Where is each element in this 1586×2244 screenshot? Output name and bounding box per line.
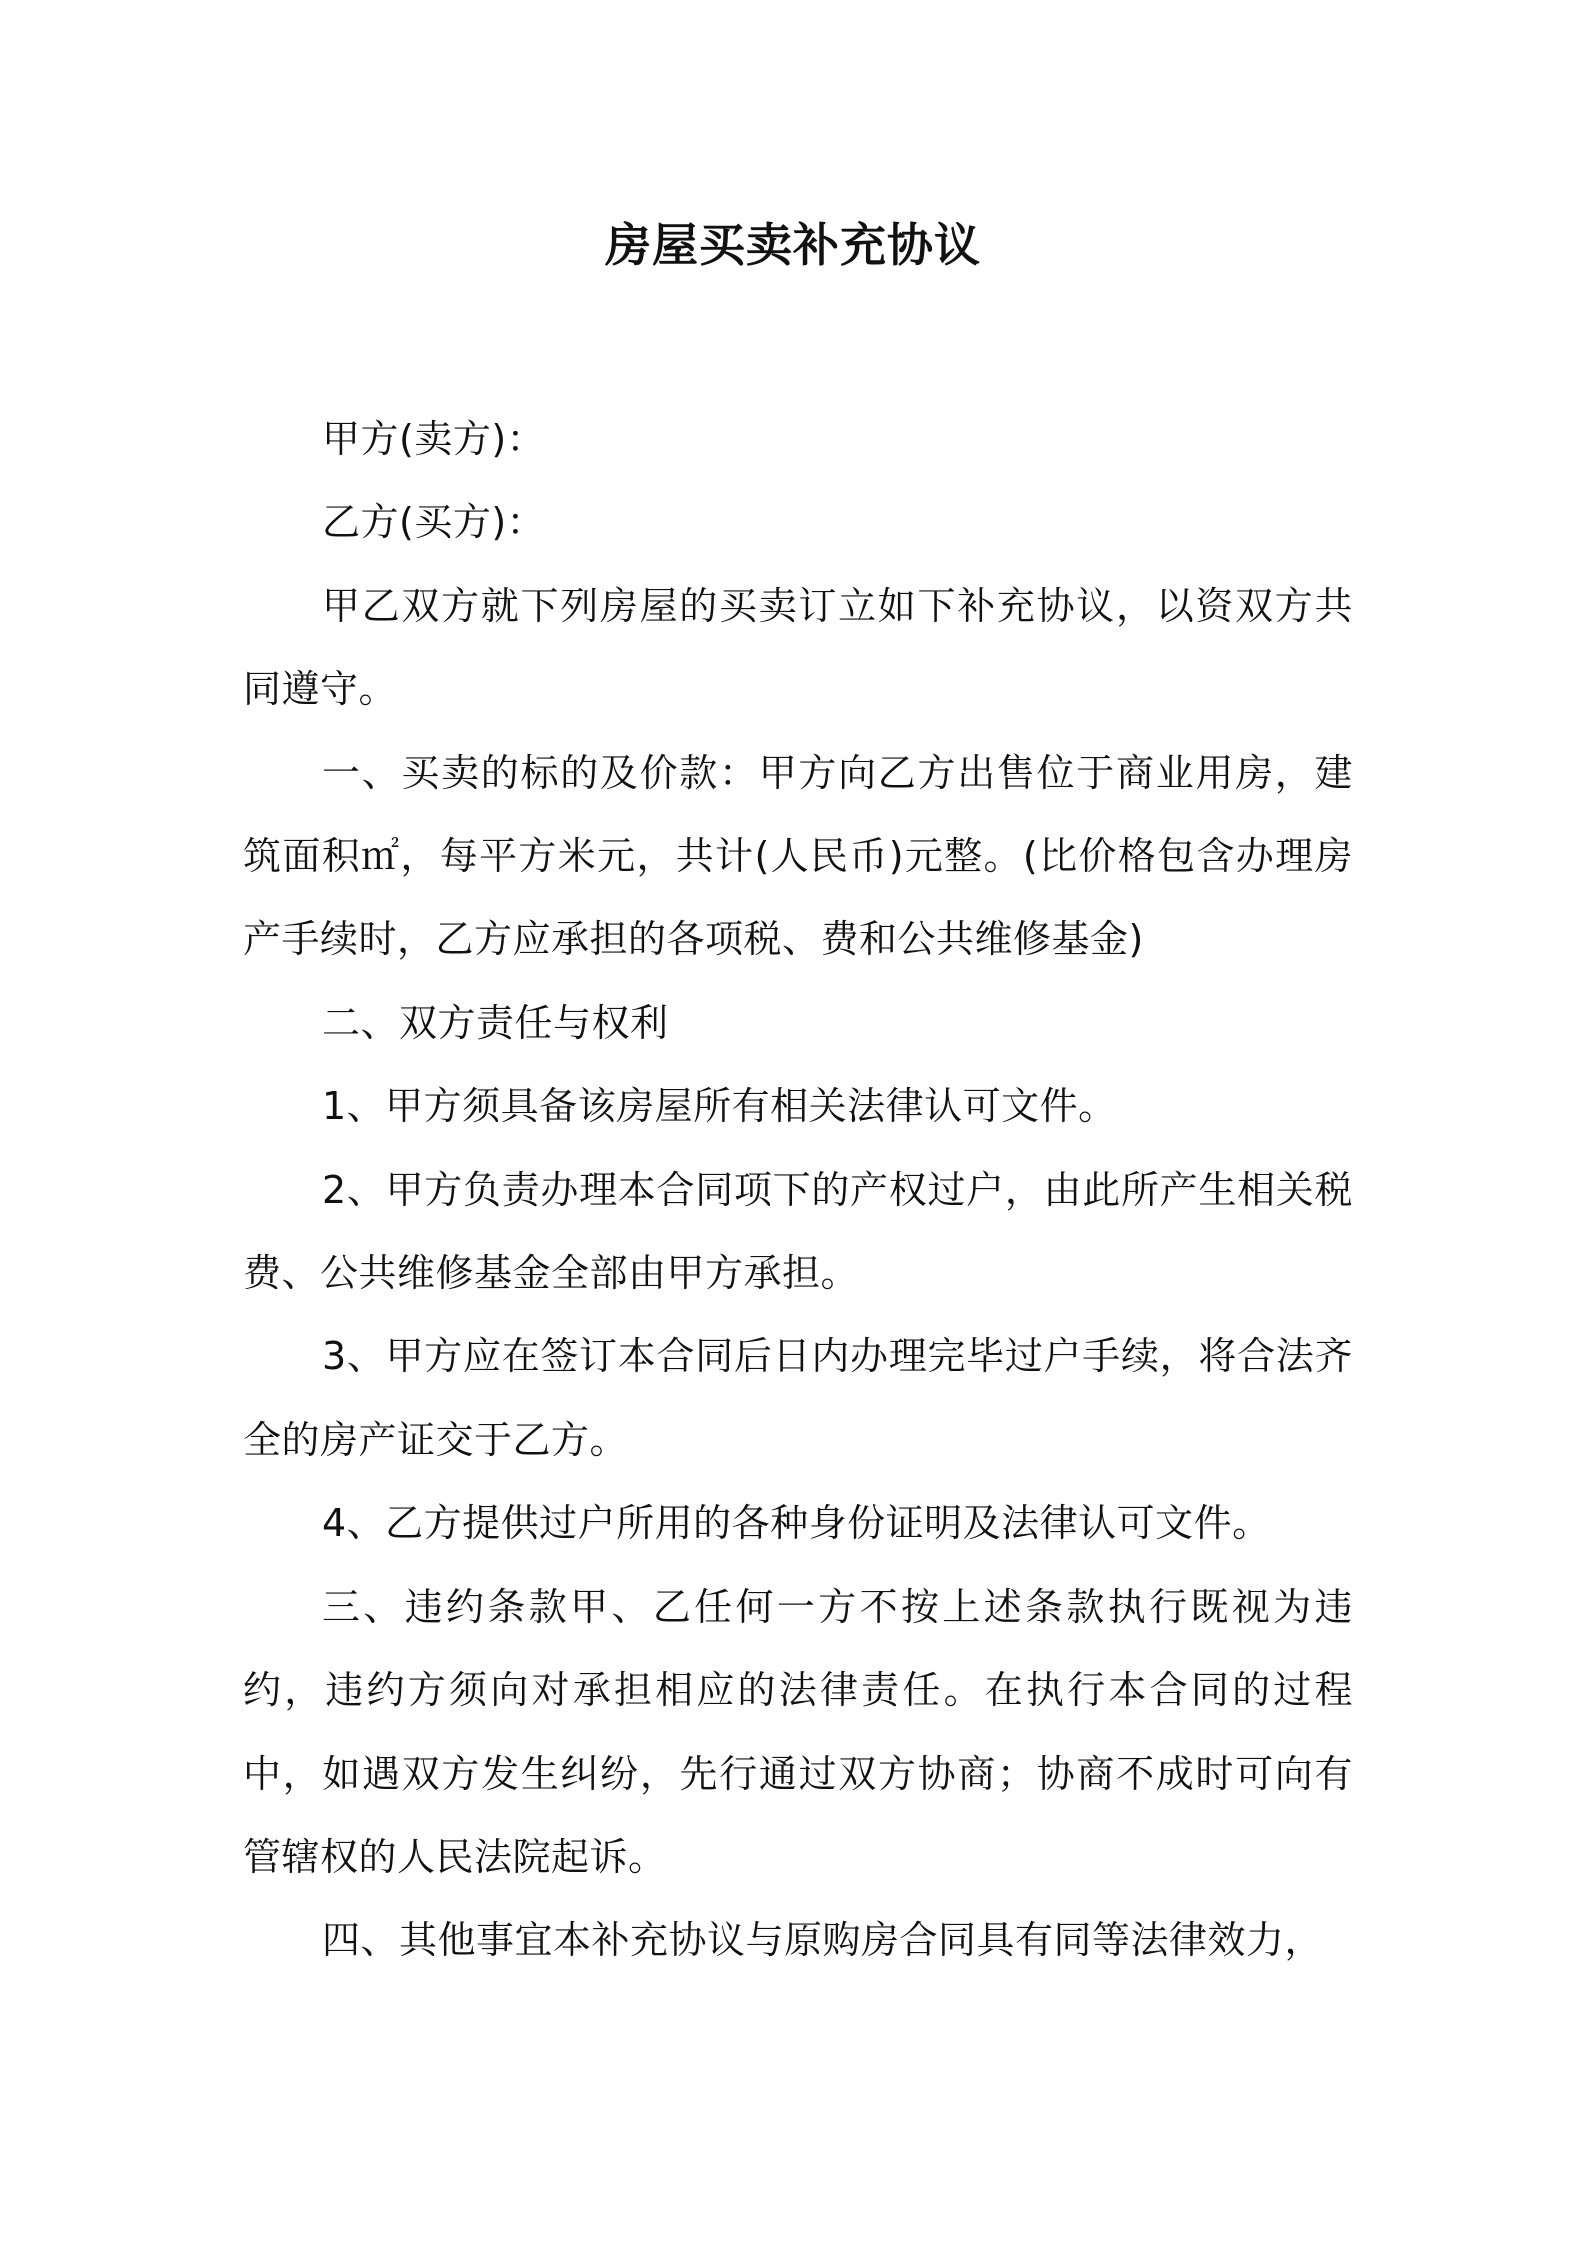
clause-1-subject-price: 一、买卖的标的及价款：甲方向乙方出售位于商业用房，建筑面积㎡，每平方米元，共计(人民币)元整。(比价格包含办理房产手续时，乙方应承担的各项税、费和公共维修基金) [243,750,1353,962]
party-a-line: 甲方(卖方)： [322,417,546,461]
document-title: 房屋买卖补充协议 [605,218,981,272]
clause-2-item-2: 2、甲方负责办理本合同项下的产权过户，由此所产生相关税费、公共维修基金全部由甲方承担。 [243,1167,1353,1296]
clause-3-breach: 三、违约条款甲、乙任何一方不按上述条款执行既视为违约，违约方须向对承担相应的法律责任。在执行本合同的过程中，如遇双方发生纠纷，先行通过双方协商；协商不成时可向有管辖权的人民法院起诉。 [243,1584,1353,1879]
preamble-paragraph: 甲乙双方就下列房屋的买卖订立如下补充协议，以资双方共同遵守。 [243,583,1353,712]
clause-2-item-1: 1、甲方须具备该房屋所有相关法律认可文件。 [322,1084,1117,1129]
clause-4-other: 四、其他事宜本补充协议与原购房合同具有同等法律效力， [322,1918,1324,1963]
clause-2-item-3: 3、甲方应在签订本合同后日内办理完毕过户手续，将合法齐全的房产证交于乙方。 [243,1334,1353,1462]
clause-2-item-4: 4、乙方提供过户所用的各种身份证明及法律认可文件。 [322,1501,1271,1546]
clause-2-heading: 二、双方责任与权利 [322,1000,669,1045]
document-body [243,398,1353,1983]
party-b-line: 乙方(买方)： [322,500,546,545]
